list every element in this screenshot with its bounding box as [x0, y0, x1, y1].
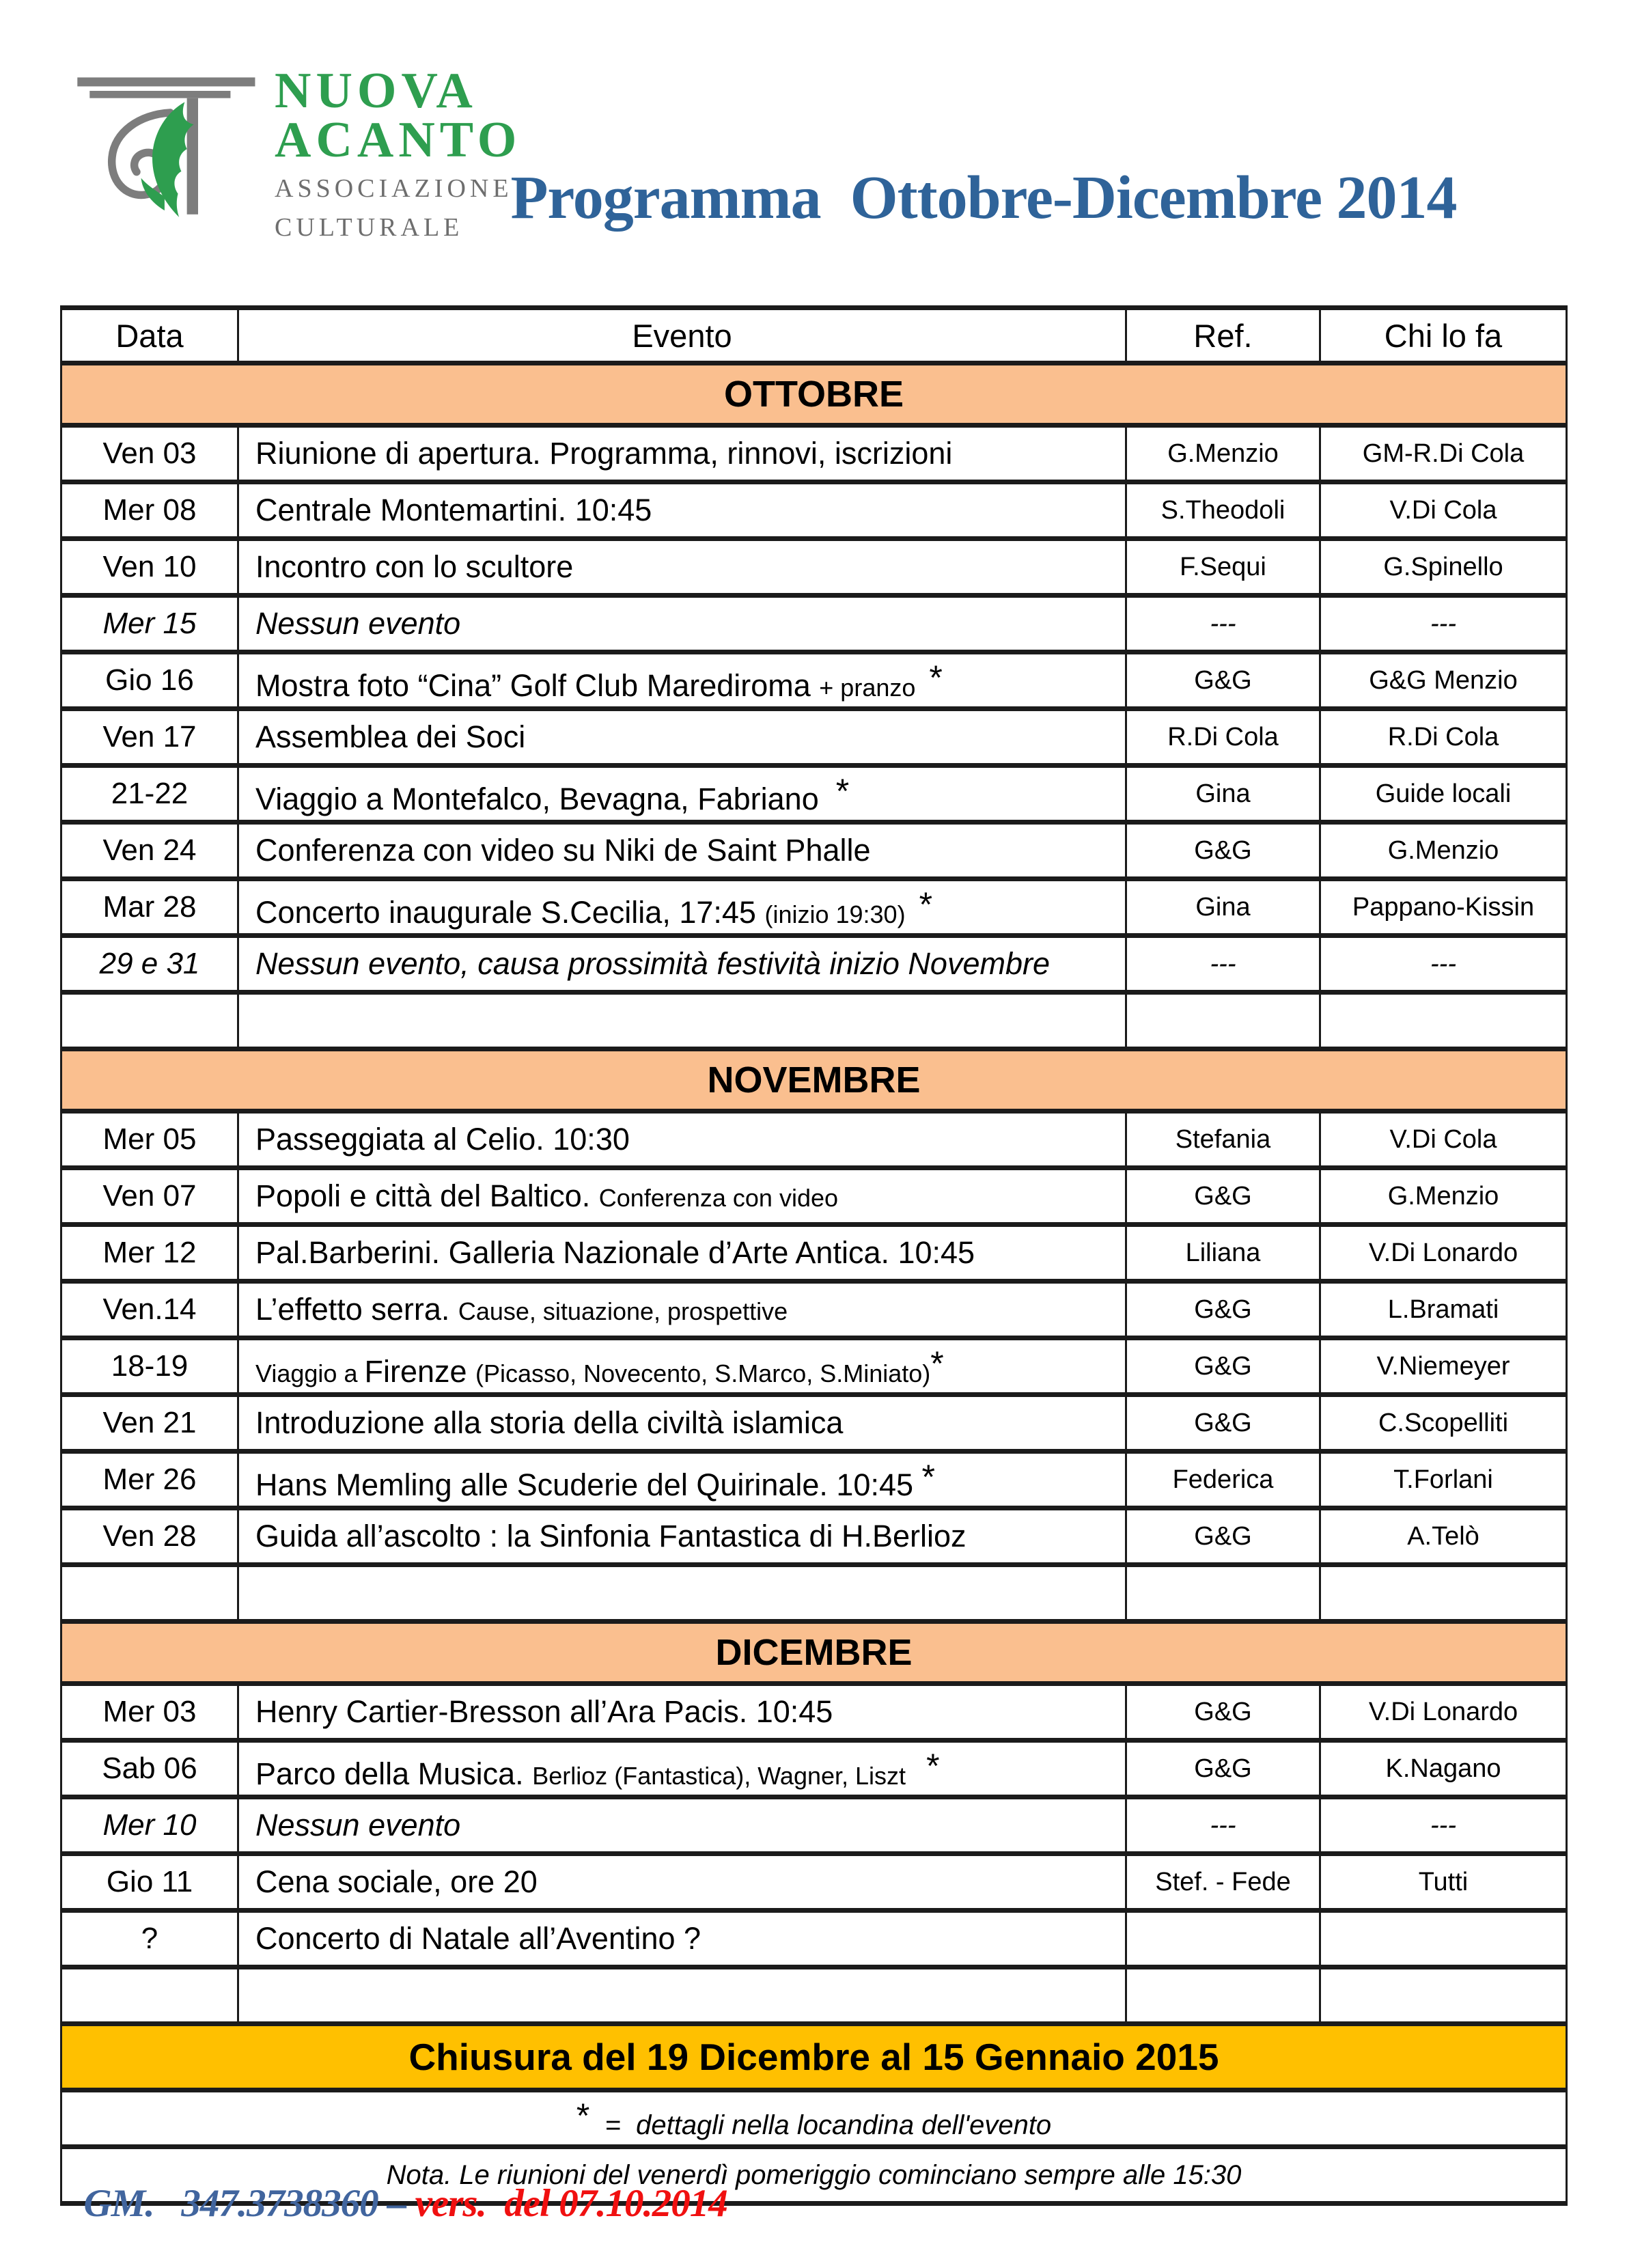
event-row — [61, 482, 1567, 539]
chi-cell: --- — [1320, 936, 1567, 993]
date-cell: Mer 15 — [61, 596, 238, 652]
chi-cell: V.Di Lonardo — [1320, 1225, 1567, 1282]
date-cell: 21-22 — [61, 766, 238, 822]
evento-cell — [238, 936, 1126, 993]
event-row — [61, 596, 1567, 652]
date-cell: Ven 21 — [61, 1395, 238, 1452]
date-cell — [61, 1967, 238, 2024]
chi-cell: V.Di Cola — [1320, 482, 1567, 539]
ref-cell: G&G — [1126, 1168, 1320, 1225]
text-segment: * — [576, 2097, 590, 2135]
event-row — [61, 1338, 1567, 1395]
text-segment: L’effetto serra. — [255, 1292, 458, 1327]
text-segment: * — [835, 771, 850, 810]
evento-cell — [238, 1967, 1126, 2024]
date-cell: Gio 11 — [61, 1854, 238, 1911]
text-segment: * — [930, 1344, 944, 1383]
event-row — [61, 1282, 1567, 1338]
evento-cell — [238, 1452, 1126, 1508]
ref-cell: G&G — [1126, 1684, 1320, 1741]
event-row — [61, 1508, 1567, 1565]
evento-cell — [238, 1911, 1126, 1967]
empty-row — [61, 1565, 1567, 1622]
closing-band-row — [61, 2024, 1567, 2090]
text-segment: Concerto di Natale all’Aventino ? — [255, 1921, 701, 1956]
text-segment: Pal.Barberini. Galleria Nazionale d’Arte Antica. 10:45 — [255, 1235, 975, 1270]
text-segment: * — [926, 1746, 940, 1785]
event-row — [61, 1225, 1567, 1282]
ref-cell: Stefania — [1126, 1111, 1320, 1168]
evento-cell — [238, 879, 1126, 936]
logo-sub-line1: ASSOCIAZIONE — [275, 174, 513, 203]
logo-sub-line2: CULTURALE — [275, 213, 464, 243]
text-segment: Firenze — [364, 1353, 476, 1389]
month-label: OTTOBRE — [61, 363, 1567, 426]
evento-cell — [238, 709, 1126, 766]
event-row — [61, 1911, 1567, 1967]
ref-cell: --- — [1126, 936, 1320, 993]
text-segment: Conferenza con video — [598, 1184, 839, 1212]
chi-cell: GM-R.Di Cola — [1320, 426, 1567, 482]
text-segment: Riunione di apertura. Programma, rinnovi, iscrizioni — [255, 436, 953, 471]
chi-cell: Guide locali — [1320, 766, 1567, 822]
evento-cell — [238, 596, 1126, 652]
date-cell: Mer 03 — [61, 1684, 238, 1741]
text-segment: Henry Cartier-Bresson all’Ara Pacis. 10:45 — [255, 1694, 833, 1729]
evento-cell — [238, 822, 1126, 879]
column-shaft — [187, 98, 198, 215]
event-row — [61, 1395, 1567, 1452]
chi-cell — [1320, 1911, 1567, 1967]
date-cell: Sab 06 — [61, 1741, 238, 1797]
ref-cell: G&G — [1126, 1282, 1320, 1338]
footer-contact: GM. 347.3738360 – — [83, 2182, 415, 2225]
chi-cell: G.Menzio — [1320, 822, 1567, 879]
text-segment: = dettagli nella locandina dell'evento — [589, 2110, 1052, 2140]
ref-cell: Stef. - Fede — [1126, 1854, 1320, 1911]
event-row — [61, 766, 1567, 822]
evento-cell — [238, 766, 1126, 822]
text-segment: Assemblea dei Soci — [255, 719, 526, 754]
text-segment: Centrale Montemartini. 10:45 — [255, 493, 652, 527]
text-segment: Nessun evento — [255, 606, 461, 641]
date-cell: Mer 12 — [61, 1225, 238, 1282]
event-row — [61, 1452, 1567, 1508]
date-cell: Gio 16 — [61, 652, 238, 709]
event-row — [61, 652, 1567, 709]
text-segment: Nessun evento — [255, 1808, 461, 1842]
text-segment: Berlioz (Fantastica), Wagner, Liszt — [532, 1761, 927, 1790]
empty-row — [61, 993, 1567, 1049]
chi-cell — [1320, 993, 1567, 1049]
page-title: Programma Ottobre-Dicembre 2014 — [510, 164, 1457, 232]
logo-name-line2: ACANTO — [275, 111, 522, 168]
date-cell: Ven 24 — [61, 822, 238, 879]
evento-cell — [238, 1395, 1126, 1452]
date-cell — [61, 993, 238, 1049]
evento-cell — [238, 1111, 1126, 1168]
chi-cell: V.Di Cola — [1320, 1111, 1567, 1168]
ref-cell — [1126, 1911, 1320, 1967]
ref-cell: F.Sequi — [1126, 539, 1320, 596]
ref-cell: R.Di Cola — [1126, 709, 1320, 766]
ref-cell: G&G — [1126, 1741, 1320, 1797]
evento-cell — [238, 426, 1126, 482]
footer-version: vers. del 07.10.2014 — [415, 2182, 727, 2225]
text-segment: Passeggiata al Celio. 10:30 — [255, 1122, 630, 1157]
ref-cell: Gina — [1126, 879, 1320, 936]
chi-cell: V.Niemeyer — [1320, 1338, 1567, 1395]
text-segment: * — [919, 885, 933, 924]
text-segment: (Picasso, Novecento, S.Marco, S.Miniato) — [475, 1359, 931, 1387]
text-segment: Concerto inaugurale S.Cecilia, 17:45 — [255, 894, 765, 930]
chi-cell — [1320, 1967, 1567, 2024]
capital-bar-top — [77, 77, 255, 86]
schedule-body — [61, 363, 1567, 2204]
ref-cell — [1126, 1967, 1320, 2024]
evento-cell — [238, 1338, 1126, 1395]
text-segment: + pranzo — [819, 673, 930, 702]
evento-cell — [238, 1565, 1126, 1622]
date-cell: Mer 08 — [61, 482, 238, 539]
page-footer — [66, 2137, 727, 2226]
text-segment: Parco della Musica. — [255, 1756, 533, 1791]
date-cell: 18-19 — [61, 1338, 238, 1395]
logo-name-line1: NUOVA — [275, 63, 477, 119]
text-segment: Introduzione alla storia della civiltà islamica — [255, 1405, 844, 1440]
event-row — [61, 822, 1567, 879]
text-segment: Hans Memling alle Scuderie del Quirinale. 10:45 — [255, 1467, 922, 1502]
date-cell: Ven 28 — [61, 1508, 238, 1565]
evento-cell — [238, 539, 1126, 596]
evento-cell — [238, 1741, 1126, 1797]
month-band-row — [61, 1049, 1567, 1111]
chi-cell: --- — [1320, 596, 1567, 652]
text-segment: Guida all’ascolto : la Sinfonia Fantastica di H.Berlioz — [255, 1519, 967, 1553]
text-segment: Cause, situazione, prospettive — [458, 1297, 788, 1325]
date-cell: Mer 26 — [61, 1452, 238, 1508]
ref-cell: Federica — [1126, 1452, 1320, 1508]
month-band-row — [61, 363, 1567, 426]
event-row — [61, 1854, 1567, 1911]
header-ref: Ref. — [1126, 308, 1320, 363]
event-row — [61, 709, 1567, 766]
chi-cell: L.Bramati — [1320, 1282, 1567, 1338]
chi-cell — [1320, 1565, 1567, 1622]
chi-cell: T.Forlani — [1320, 1452, 1567, 1508]
evento-cell — [238, 1854, 1126, 1911]
schedule-table — [60, 305, 1568, 2206]
text-segment: Viaggio a Montefalco, Bevagna, Fabriano — [255, 781, 836, 816]
evento-cell — [238, 1282, 1126, 1338]
event-row — [61, 1797, 1567, 1854]
event-row — [61, 879, 1567, 936]
header-row — [61, 308, 1567, 363]
ref-cell: S.Theodoli — [1126, 482, 1320, 539]
chi-cell: G.Menzio — [1320, 1168, 1567, 1225]
text-segment: * — [929, 658, 943, 697]
evento-cell — [238, 1508, 1126, 1565]
header-evento: Evento — [238, 308, 1126, 363]
header-chilofa: Chi lo fa — [1320, 308, 1567, 363]
ref-cell: G.Menzio — [1126, 426, 1320, 482]
ref-cell: G&G — [1126, 1508, 1320, 1565]
evento-cell — [238, 993, 1126, 1049]
text-segment: Conferenza con video su Niki de Saint Phalle — [255, 833, 871, 868]
date-cell — [61, 1565, 238, 1622]
text-segment: Nessun evento, causa prossimità festività inizio Novembre — [255, 946, 1051, 981]
evento-cell — [238, 1225, 1126, 1282]
ref-cell: Liliana — [1126, 1225, 1320, 1282]
chi-cell: Pappano-Kissin — [1320, 879, 1567, 936]
date-cell: Ven 10 — [61, 539, 238, 596]
chi-cell: G&G Menzio — [1320, 652, 1567, 709]
chi-cell: C.Scopelliti — [1320, 1395, 1567, 1452]
chi-cell: --- — [1320, 1797, 1567, 1854]
text-segment: Incontro con lo scultore — [255, 549, 574, 584]
ref-cell: G&G — [1126, 652, 1320, 709]
text-segment: Cena sociale, ore 20 — [255, 1864, 538, 1899]
header-data: Data — [61, 308, 238, 363]
ref-cell — [1126, 993, 1320, 1049]
text-segment: Viaggio a — [255, 1359, 365, 1387]
evento-cell — [238, 652, 1126, 709]
program-table — [60, 305, 1568, 2206]
month-band-row — [61, 1622, 1567, 1684]
event-row — [61, 1168, 1567, 1225]
ref-cell: G&G — [1126, 1395, 1320, 1452]
text-segment: * — [921, 1457, 935, 1496]
text-segment: (inizio 19:30) — [764, 900, 919, 928]
month-label: DICEMBRE — [61, 1622, 1567, 1684]
evento-cell — [238, 1684, 1126, 1741]
chi-cell: G.Spinello — [1320, 539, 1567, 596]
ref-cell: G&G — [1126, 822, 1320, 879]
ref-cell — [1126, 1565, 1320, 1622]
date-cell: Ven.14 — [61, 1282, 238, 1338]
text-segment: Nota. Le riunioni del venerdì pomeriggio cominciano sempre alle 15:30 — [386, 2159, 1242, 2190]
closing-label: Chiusura del 19 Dicembre al 15 Gennaio 2015 — [61, 2024, 1567, 2090]
empty-row — [61, 1967, 1567, 2024]
date-cell: Ven 03 — [61, 426, 238, 482]
chi-cell: K.Nagano — [1320, 1741, 1567, 1797]
column-acanthus-icon — [75, 60, 260, 232]
event-row — [61, 426, 1567, 482]
event-row — [61, 1111, 1567, 1168]
event-row — [61, 1741, 1567, 1797]
text-segment: Mostra foto “Cina” Golf Club Marediroma — [255, 667, 820, 703]
date-cell: Mar 28 — [61, 879, 238, 936]
date-cell: Ven 07 — [61, 1168, 238, 1225]
ref-cell: Gina — [1126, 766, 1320, 822]
event-row — [61, 539, 1567, 596]
event-row — [61, 1684, 1567, 1741]
evento-cell — [238, 1168, 1126, 1225]
month-label: NOVEMBRE — [61, 1049, 1567, 1111]
ref-cell: --- — [1126, 1797, 1320, 1854]
ref-cell: --- — [1126, 596, 1320, 652]
date-cell: Mer 05 — [61, 1111, 238, 1168]
chi-cell: V.Di Lonardo — [1320, 1684, 1567, 1741]
date-cell: Ven 17 — [61, 709, 238, 766]
date-cell: Mer 10 — [61, 1797, 238, 1854]
chi-cell: A.Telò — [1320, 1508, 1567, 1565]
evento-cell — [238, 1797, 1126, 1854]
evento-cell — [238, 482, 1126, 539]
date-cell: ? — [61, 1911, 238, 1967]
event-row — [61, 936, 1567, 993]
date-cell: 29 e 31 — [61, 936, 238, 993]
chi-cell: R.Di Cola — [1320, 709, 1567, 766]
chi-cell: Tutti — [1320, 1854, 1567, 1911]
text-segment: Popoli e città del Baltico. — [255, 1178, 599, 1213]
capital-bar-bottom — [89, 91, 230, 98]
ref-cell: G&G — [1126, 1338, 1320, 1395]
